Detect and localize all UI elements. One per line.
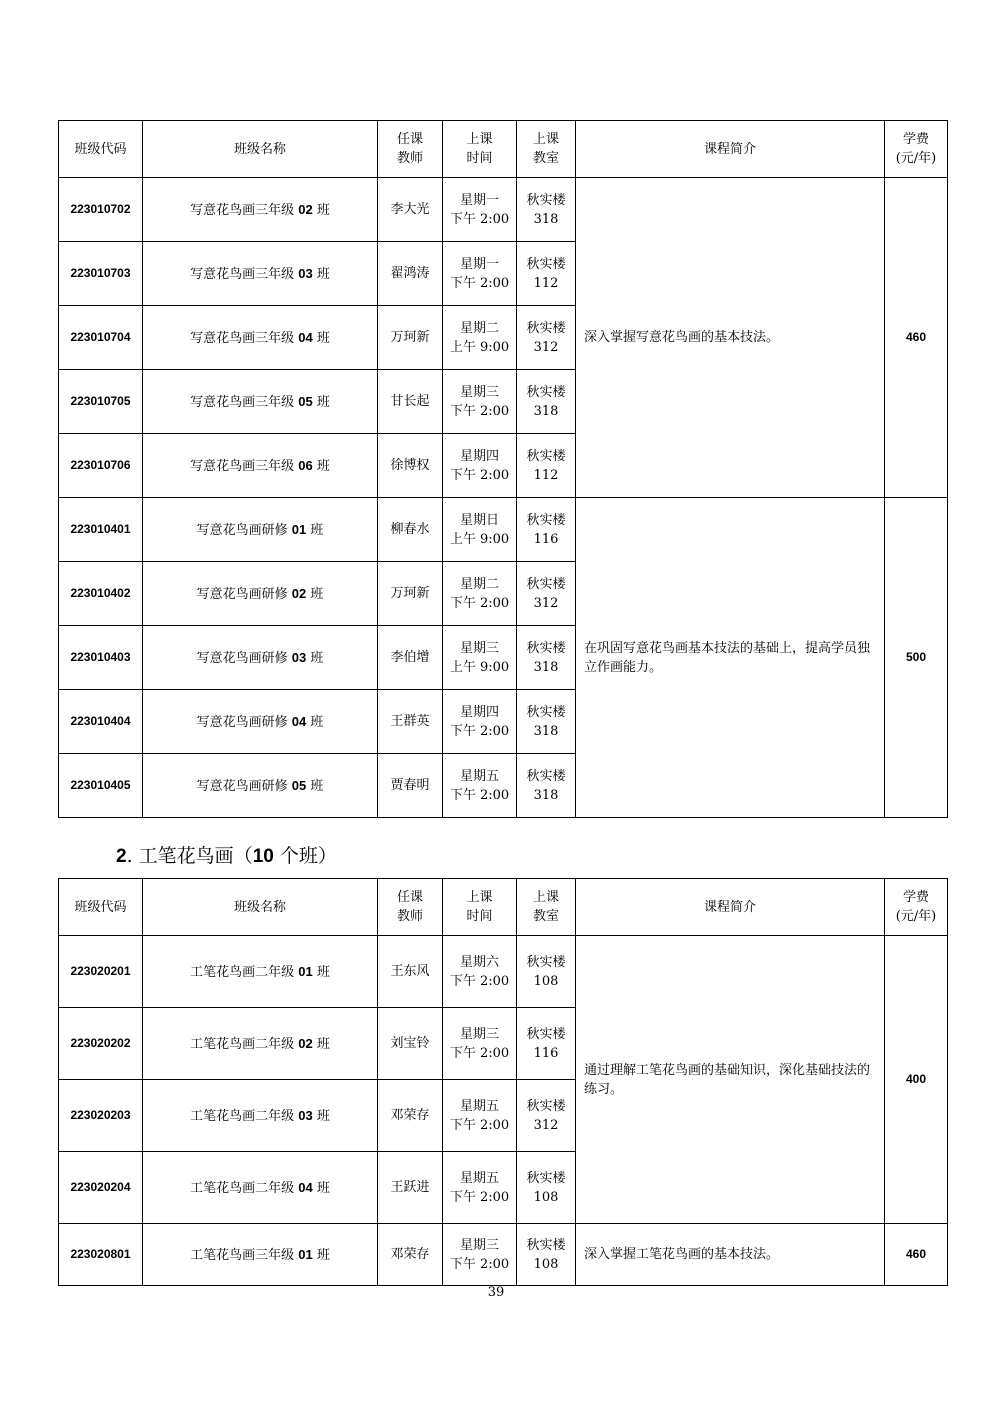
class-time: 星期三 下午 2:00 xyxy=(443,1008,517,1080)
classroom: 秋实楼 108 xyxy=(517,1224,576,1286)
header-room: 上课 教室 xyxy=(517,879,576,936)
classroom: 秋实楼 312 xyxy=(517,306,576,370)
header-description: 课程简介 xyxy=(576,121,885,178)
class-name: 写意花鸟画研修 02 班 xyxy=(143,562,378,626)
table-header-row xyxy=(59,121,948,178)
class-time: 星期五 下午 2:00 xyxy=(443,1080,517,1152)
class-name: 写意花鸟画三年级 02 班 xyxy=(143,178,378,242)
class-code: 223010705 xyxy=(59,370,143,434)
header-class-name: 班级名称 xyxy=(143,879,378,936)
table-row xyxy=(59,498,948,562)
table-row xyxy=(59,936,948,1008)
class-name: 写意花鸟画三年级 04 班 xyxy=(143,306,378,370)
class-code: 223010404 xyxy=(59,690,143,754)
class-time: 星期六 下午 2:00 xyxy=(443,936,517,1008)
header-teacher: 任课 教师 xyxy=(378,121,443,178)
course-description: 深入掌握工笔花鸟画的基本技法。 xyxy=(576,1224,885,1286)
class-name: 写意花鸟画研修 03 班 xyxy=(143,626,378,690)
teacher-name: 贾春明 xyxy=(378,754,443,818)
class-time: 星期二 下午 2:00 xyxy=(443,562,517,626)
header-class-code: 班级代码 xyxy=(59,879,143,936)
class-time: 星期一 下午 2:00 xyxy=(443,178,517,242)
teacher-name: 翟鸿涛 xyxy=(378,242,443,306)
classroom: 秋实楼 112 xyxy=(517,242,576,306)
teacher-name: 刘宝铃 xyxy=(378,1008,443,1080)
class-time: 星期二 上午 9:00 xyxy=(443,306,517,370)
course-description: 通过理解工笔花鸟画的基础知识，深化基础技法的练习。 xyxy=(576,936,885,1224)
tuition-fee: 460 xyxy=(885,1224,948,1286)
classroom: 秋实楼 112 xyxy=(517,434,576,498)
class-name: 工笔花鸟画二年级 04 班 xyxy=(143,1152,378,1224)
class-name: 写意花鸟画三年级 03 班 xyxy=(143,242,378,306)
teacher-name: 王群英 xyxy=(378,690,443,754)
class-code: 223010706 xyxy=(59,434,143,498)
class-code: 223020801 xyxy=(59,1224,143,1286)
classroom: 秋实楼 108 xyxy=(517,1152,576,1224)
class-name: 工笔花鸟画二年级 01 班 xyxy=(143,936,378,1008)
header-teacher: 任课 教师 xyxy=(378,879,443,936)
table-header-row xyxy=(59,879,948,936)
teacher-name: 王东风 xyxy=(378,936,443,1008)
class-time: 星期四 下午 2:00 xyxy=(443,690,517,754)
header-time: 上课 时间 xyxy=(443,121,517,178)
class-table-gongbi xyxy=(58,878,948,1286)
header-fee: 学费 (元/年) xyxy=(885,879,948,936)
class-code: 223010405 xyxy=(59,754,143,818)
header-class-name: 班级名称 xyxy=(143,121,378,178)
classroom: 秋实楼 108 xyxy=(517,936,576,1008)
class-code: 223010703 xyxy=(59,242,143,306)
teacher-name: 李伯增 xyxy=(378,626,443,690)
teacher-name: 王跃进 xyxy=(378,1152,443,1224)
teacher-name: 柳春水 xyxy=(378,498,443,562)
classroom: 秋实楼 318 xyxy=(517,370,576,434)
class-code: 223010403 xyxy=(59,626,143,690)
classroom: 秋实楼 318 xyxy=(517,754,576,818)
class-name: 写意花鸟画研修 05 班 xyxy=(143,754,378,818)
classroom: 秋实楼 116 xyxy=(517,498,576,562)
class-time: 星期三 下午 2:00 xyxy=(443,370,517,434)
class-name: 工笔花鸟画三年级 01 班 xyxy=(143,1224,378,1286)
class-name: 写意花鸟画三年级 05 班 xyxy=(143,370,378,434)
class-code: 223010702 xyxy=(59,178,143,242)
section-heading-gongbi: 2. 工笔花鸟画（10 个班） xyxy=(116,845,337,867)
class-time: 星期四 下午 2:00 xyxy=(443,434,517,498)
course-description: 在巩固写意花鸟画基本技法的基础上，提高学员独立作画能力。 xyxy=(576,498,885,818)
teacher-name: 甘长起 xyxy=(378,370,443,434)
teacher-name: 徐博权 xyxy=(378,434,443,498)
table-row xyxy=(59,1224,948,1286)
class-time: 星期三 下午 2:00 xyxy=(443,1224,517,1286)
classroom: 秋实楼 318 xyxy=(517,626,576,690)
class-time: 星期一 下午 2:00 xyxy=(443,242,517,306)
class-name: 写意花鸟画三年级 06 班 xyxy=(143,434,378,498)
class-name: 工笔花鸟画二年级 02 班 xyxy=(143,1008,378,1080)
tuition-fee: 460 xyxy=(885,178,948,498)
teacher-name: 万珂新 xyxy=(378,306,443,370)
header-room: 上课 教室 xyxy=(517,121,576,178)
class-time: 星期三 上午 9:00 xyxy=(443,626,517,690)
class-code: 223010401 xyxy=(59,498,143,562)
class-time: 星期五 下午 2:00 xyxy=(443,1152,517,1224)
table-row xyxy=(59,178,948,242)
tuition-fee: 500 xyxy=(885,498,948,818)
class-code: 223020202 xyxy=(59,1008,143,1080)
class-code: 223020203 xyxy=(59,1080,143,1152)
class-name: 写意花鸟画研修 04 班 xyxy=(143,690,378,754)
classroom: 秋实楼 318 xyxy=(517,178,576,242)
class-code: 223010704 xyxy=(59,306,143,370)
header-time: 上课 时间 xyxy=(443,879,517,936)
class-time: 星期五 下午 2:00 xyxy=(443,754,517,818)
header-class-code: 班级代码 xyxy=(59,121,143,178)
header-fee: 学费 (元/年) xyxy=(885,121,948,178)
teacher-name: 李大光 xyxy=(378,178,443,242)
header-description: 课程简介 xyxy=(576,879,885,936)
class-code: 223020204 xyxy=(59,1152,143,1224)
teacher-name: 邓荣存 xyxy=(378,1080,443,1152)
classroom: 秋实楼 318 xyxy=(517,690,576,754)
class-time: 星期日 上午 9:00 xyxy=(443,498,517,562)
teacher-name: 邓荣存 xyxy=(378,1224,443,1286)
teacher-name: 万珂新 xyxy=(378,562,443,626)
class-code: 223010402 xyxy=(59,562,143,626)
class-name: 工笔花鸟画二年级 03 班 xyxy=(143,1080,378,1152)
course-description: 深入掌握写意花鸟画的基本技法。 xyxy=(576,178,885,498)
class-table-xieyi xyxy=(58,120,948,818)
class-code: 223020201 xyxy=(59,936,143,1008)
classroom: 秋实楼 312 xyxy=(517,562,576,626)
class-name: 写意花鸟画研修 01 班 xyxy=(143,498,378,562)
classroom: 秋实楼 312 xyxy=(517,1080,576,1152)
classroom: 秋实楼 116 xyxy=(517,1008,576,1080)
tuition-fee: 400 xyxy=(885,936,948,1224)
page-number: 39 xyxy=(487,1285,505,1300)
